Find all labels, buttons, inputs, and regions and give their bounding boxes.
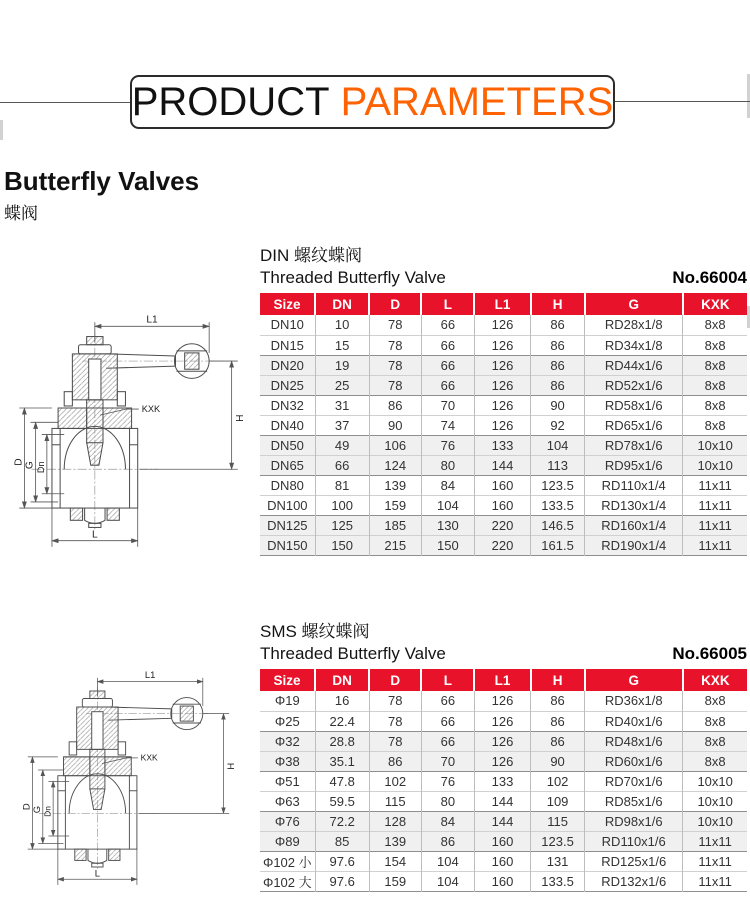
table-cell: DN32: [260, 395, 315, 415]
table-row: [260, 535, 747, 555]
table-cell: 11x11: [683, 515, 747, 535]
table-cell: 11x11: [683, 475, 747, 495]
table-cell: 15: [315, 335, 369, 355]
table-cell: 8x8: [683, 375, 747, 395]
table-cell: 74: [421, 415, 474, 435]
table-cell: 133: [474, 771, 530, 791]
table-cell: RD110x1/4: [585, 475, 683, 495]
table-cell: 86: [531, 355, 585, 375]
table-cell: 159: [369, 871, 421, 891]
table-cell: DN150: [260, 535, 315, 555]
table-header-row: [260, 669, 747, 691]
table-cell: 66: [315, 455, 369, 475]
section-title-zh: DIN 螺纹蝶阀: [260, 246, 362, 265]
table-cell: 78: [369, 731, 421, 751]
table-cell: 86: [369, 395, 421, 415]
table-cell: 47.8: [315, 771, 369, 791]
table-row: [260, 751, 747, 771]
table-cell: Φ19: [260, 691, 315, 711]
dimension-label-g: G: [24, 461, 36, 470]
table-cell: 25: [315, 375, 369, 395]
table-cell: RD95x1/6: [585, 455, 683, 475]
table-cell: 160: [474, 475, 530, 495]
table-cell: 86: [531, 731, 585, 751]
table-cell: 70: [421, 751, 474, 771]
table-cell: 78: [369, 711, 421, 731]
table-row: [260, 811, 747, 831]
table-cell: DN20: [260, 355, 315, 375]
table-cell: RD125x1/6: [585, 851, 683, 871]
table-cell: 90: [531, 751, 585, 771]
table-cell: RD36x1/8: [585, 691, 683, 711]
table-cell: RD34x1/8: [585, 335, 683, 355]
table-cell: 102: [369, 771, 421, 791]
column-header: G: [585, 293, 683, 315]
table-cell: 220: [474, 515, 530, 535]
table-cell: 66: [421, 711, 474, 731]
butterfly-valve-drawing: [5, 659, 250, 899]
table-row: [260, 415, 747, 435]
table-cell: Φ89: [260, 831, 315, 851]
table-cell: 84: [421, 811, 474, 831]
table-cell: 8x8: [683, 711, 747, 731]
table-cell: 59.5: [315, 791, 369, 811]
table-row: [260, 435, 747, 455]
table-cell: 66: [421, 335, 474, 355]
table-cell: 11x11: [683, 535, 747, 555]
table-row: [260, 691, 747, 711]
table-cell: 115: [369, 791, 421, 811]
table-cell: 10x10: [683, 771, 747, 791]
table-cell: 102: [531, 771, 585, 791]
table-cell: 11x11: [683, 871, 747, 891]
dimension-label-dn: Dn: [42, 806, 53, 817]
table-cell: 78: [369, 355, 421, 375]
banner-title-product: PRODUCT: [131, 80, 330, 124]
page-banner: [130, 75, 615, 129]
column-header: D: [369, 669, 421, 691]
section-title-en: Threaded Butterfly Valve: [260, 268, 446, 287]
table-cell: 215: [369, 535, 421, 555]
table-cell: 10x10: [683, 811, 747, 831]
table-row: [260, 731, 747, 751]
table-cell: 8x8: [683, 691, 747, 711]
table-cell: 81: [315, 475, 369, 495]
dimension-label-kxk: KXK: [140, 752, 158, 763]
table-cell: RD65x1/6: [585, 415, 683, 435]
table-row: [260, 395, 747, 415]
table-cell: RD48x1/6: [585, 731, 683, 751]
table-cell: 139: [369, 475, 421, 495]
table-cell: 8x8: [683, 415, 747, 435]
table-cell: 66: [421, 731, 474, 751]
table-cell: 133.5: [531, 871, 585, 891]
table-cell: 10x10: [683, 455, 747, 475]
table-cell: RD85x1/6: [585, 791, 683, 811]
table-cell: RD160x1/4: [585, 515, 683, 535]
table-cell: 126: [474, 731, 530, 751]
table-row: [260, 375, 747, 395]
table-cell: RD52x1/6: [585, 375, 683, 395]
table-cell: 150: [315, 535, 369, 555]
table-cell: 70: [421, 395, 474, 415]
table-cell: DN80: [260, 475, 315, 495]
table-row: [260, 315, 747, 335]
table-cell: 104: [421, 495, 474, 515]
table-cell: 160: [474, 871, 530, 891]
table-cell: 8x8: [683, 395, 747, 415]
table-cell: 78: [369, 335, 421, 355]
valve-technical-drawing-din: [5, 301, 250, 563]
table-cell: 160: [474, 495, 530, 515]
table-cell: 10: [315, 315, 369, 335]
table-cell: 106: [369, 435, 421, 455]
table-cell: 86: [421, 831, 474, 851]
table-row: [260, 335, 747, 355]
butterfly-valve-drawing: [5, 301, 250, 563]
table-cell: 78: [369, 691, 421, 711]
table-cell: 139: [369, 831, 421, 851]
table-cell: 160: [474, 851, 530, 871]
table-cell: 124: [369, 455, 421, 475]
din-parameters-table: [260, 293, 747, 556]
table-cell: 125: [315, 515, 369, 535]
table-cell: 131: [531, 851, 585, 871]
table-cell: 66: [421, 375, 474, 395]
table-cell: 8x8: [683, 335, 747, 355]
section-din: [260, 245, 747, 556]
dimension-label-l: L: [91, 529, 98, 541]
table-row: [260, 791, 747, 811]
table-cell: 126: [474, 415, 530, 435]
table-cell: 28.8: [315, 731, 369, 751]
table-cell: 126: [474, 335, 530, 355]
table-cell: 86: [531, 711, 585, 731]
table-cell: 10x10: [683, 435, 747, 455]
table-cell: 8x8: [683, 751, 747, 771]
column-header: Size: [260, 669, 315, 691]
table-cell: 10x10: [683, 791, 747, 811]
table-cell: RD132x1/6: [585, 871, 683, 891]
table-cell: 104: [531, 435, 585, 455]
table-cell: 78: [369, 375, 421, 395]
valve-technical-drawing-sms: [5, 659, 250, 899]
table-cell: 85: [315, 831, 369, 851]
column-header: H: [531, 669, 585, 691]
table-cell: RD70x1/6: [585, 771, 683, 791]
dimension-label-l1: L1: [146, 314, 158, 326]
table-cell: 86: [531, 691, 585, 711]
column-header: KXK: [683, 669, 747, 691]
table-cell: 66: [421, 691, 474, 711]
table-cell: RD28x1/8: [585, 315, 683, 335]
header-rule-left: [0, 102, 131, 103]
table-cell: 113: [531, 455, 585, 475]
table-cell: 220: [474, 535, 530, 555]
table-cell: 76: [421, 771, 474, 791]
table-cell: 8x8: [683, 355, 747, 375]
column-header: L: [421, 293, 474, 315]
table-cell: 144: [474, 455, 530, 475]
table-cell: 126: [474, 375, 530, 395]
table-row: [260, 455, 747, 475]
table-cell: 22.4: [315, 711, 369, 731]
table-cell: 154: [369, 851, 421, 871]
column-header: L1: [474, 669, 530, 691]
section-title-en: Threaded Butterfly Valve: [260, 644, 446, 663]
table-cell: 104: [421, 871, 474, 891]
table-cell: RD60x1/6: [585, 751, 683, 771]
page-title-zh: 蝶阀: [4, 204, 38, 223]
table-cell: RD78x1/6: [585, 435, 683, 455]
table-cell: 109: [531, 791, 585, 811]
model-number: No.66004: [672, 268, 747, 287]
table-cell: 86: [531, 315, 585, 335]
table-cell: 150: [421, 535, 474, 555]
column-header: DN: [315, 669, 369, 691]
dimension-label-kxk: KXK: [141, 404, 161, 415]
table-cell: 49: [315, 435, 369, 455]
table-cell: 35.1: [315, 751, 369, 771]
table-cell: 86: [531, 375, 585, 395]
table-cell: 11x11: [683, 851, 747, 871]
table-cell: 86: [531, 335, 585, 355]
dimension-label-h: H: [234, 414, 246, 422]
table-row: [260, 355, 747, 375]
table-cell: 11x11: [683, 495, 747, 515]
table-cell: 84: [421, 475, 474, 495]
table-cell: DN10: [260, 315, 315, 335]
column-header: L1: [474, 293, 530, 315]
table-cell: Φ76: [260, 811, 315, 831]
table-cell: Φ38: [260, 751, 315, 771]
section-title-zh: SMS 螺纹蝶阀: [260, 622, 370, 641]
table-cell: 8x8: [683, 731, 747, 751]
table-cell: 92: [531, 415, 585, 435]
dimension-label-g: G: [30, 805, 42, 814]
table-cell: 126: [474, 691, 530, 711]
table-cell: 146.5: [531, 515, 585, 535]
table-cell: 128: [369, 811, 421, 831]
table-cell: 97.6: [315, 871, 369, 891]
table-row: [260, 851, 747, 871]
column-header: D: [369, 293, 421, 315]
table-cell: RD110x1/6: [585, 831, 683, 851]
column-header: DN: [315, 293, 369, 315]
dimension-label-d: D: [13, 458, 25, 466]
table-cell: RD190x1/4: [585, 535, 683, 555]
table-cell: 126: [474, 711, 530, 731]
table-cell: 159: [369, 495, 421, 515]
table-cell: DN100: [260, 495, 315, 515]
table-cell: 16: [315, 691, 369, 711]
table-cell: DN50: [260, 435, 315, 455]
table-cell: 37: [315, 415, 369, 435]
sms-parameters-table: [260, 669, 747, 892]
table-cell: RD40x1/6: [585, 711, 683, 731]
table-cell: 80: [421, 791, 474, 811]
dimension-label-d: D: [20, 803, 32, 811]
table-cell: 90: [531, 395, 585, 415]
table-cell: RD130x1/4: [585, 495, 683, 515]
table-row: [260, 771, 747, 791]
table-cell: 144: [474, 791, 530, 811]
table-cell: 66: [421, 315, 474, 335]
table-cell: Φ32: [260, 731, 315, 751]
section-sms: [260, 621, 747, 892]
table-row: [260, 475, 747, 495]
table-cell: 123.5: [531, 475, 585, 495]
table-cell: Φ102 大: [260, 871, 315, 891]
table-cell: 144: [474, 811, 530, 831]
table-cell: 78: [369, 315, 421, 335]
dimension-label-h: H: [224, 762, 236, 770]
table-cell: 161.5: [531, 535, 585, 555]
table-cell: 185: [369, 515, 421, 535]
table-cell: 100: [315, 495, 369, 515]
column-header: G: [585, 669, 683, 691]
table-cell: 104: [421, 851, 474, 871]
column-header: L: [421, 669, 474, 691]
table-cell: 160: [474, 831, 530, 851]
table-row: [260, 831, 747, 851]
table-cell: Φ51: [260, 771, 315, 791]
table-cell: 115: [531, 811, 585, 831]
column-header: Size: [260, 293, 315, 315]
table-header-row: [260, 293, 747, 315]
table-cell: 97.6: [315, 851, 369, 871]
dimension-label-l: L: [94, 867, 100, 879]
table-row: [260, 871, 747, 891]
table-cell: 130: [421, 515, 474, 535]
table-cell: 66: [421, 355, 474, 375]
table-cell: 90: [369, 415, 421, 435]
table-row: [260, 711, 747, 731]
table-cell: 8x8: [683, 315, 747, 335]
table-cell: 133: [474, 435, 530, 455]
table-cell: Φ25: [260, 711, 315, 731]
table-cell: 126: [474, 355, 530, 375]
table-cell: 31: [315, 395, 369, 415]
model-number: No.66005: [672, 644, 747, 663]
header-rule-right: [613, 101, 750, 102]
table-cell: Φ63: [260, 791, 315, 811]
table-row: [260, 515, 747, 535]
dimension-label-dn: Dn: [35, 461, 46, 474]
table-cell: DN40: [260, 415, 315, 435]
table-cell: 126: [474, 315, 530, 335]
table-cell: 126: [474, 751, 530, 771]
page-title: Butterfly Valves: [4, 166, 200, 196]
dimension-label-l1: L1: [144, 668, 156, 680]
table-cell: DN25: [260, 375, 315, 395]
table-cell: 19: [315, 355, 369, 375]
column-header: KXK: [683, 293, 747, 315]
table-cell: 80: [421, 455, 474, 475]
table-cell: RD58x1/6: [585, 395, 683, 415]
table-cell: 133.5: [531, 495, 585, 515]
column-header: H: [531, 293, 585, 315]
table-cell: RD44x1/6: [585, 355, 683, 375]
table-cell: RD98x1/6: [585, 811, 683, 831]
table-cell: 11x11: [683, 831, 747, 851]
table-cell: 86: [369, 751, 421, 771]
table-cell: 72.2: [315, 811, 369, 831]
table-cell: 126: [474, 395, 530, 415]
table-cell: 76: [421, 435, 474, 455]
page-edge-mark: [0, 120, 3, 140]
table-cell: DN125: [260, 515, 315, 535]
table-cell: DN15: [260, 335, 315, 355]
banner-title-parameters: PARAMETERS: [329, 80, 614, 124]
table-cell: Φ102 小: [260, 851, 315, 871]
table-cell: 123.5: [531, 831, 585, 851]
table-row: [260, 495, 747, 515]
table-cell: DN65: [260, 455, 315, 475]
